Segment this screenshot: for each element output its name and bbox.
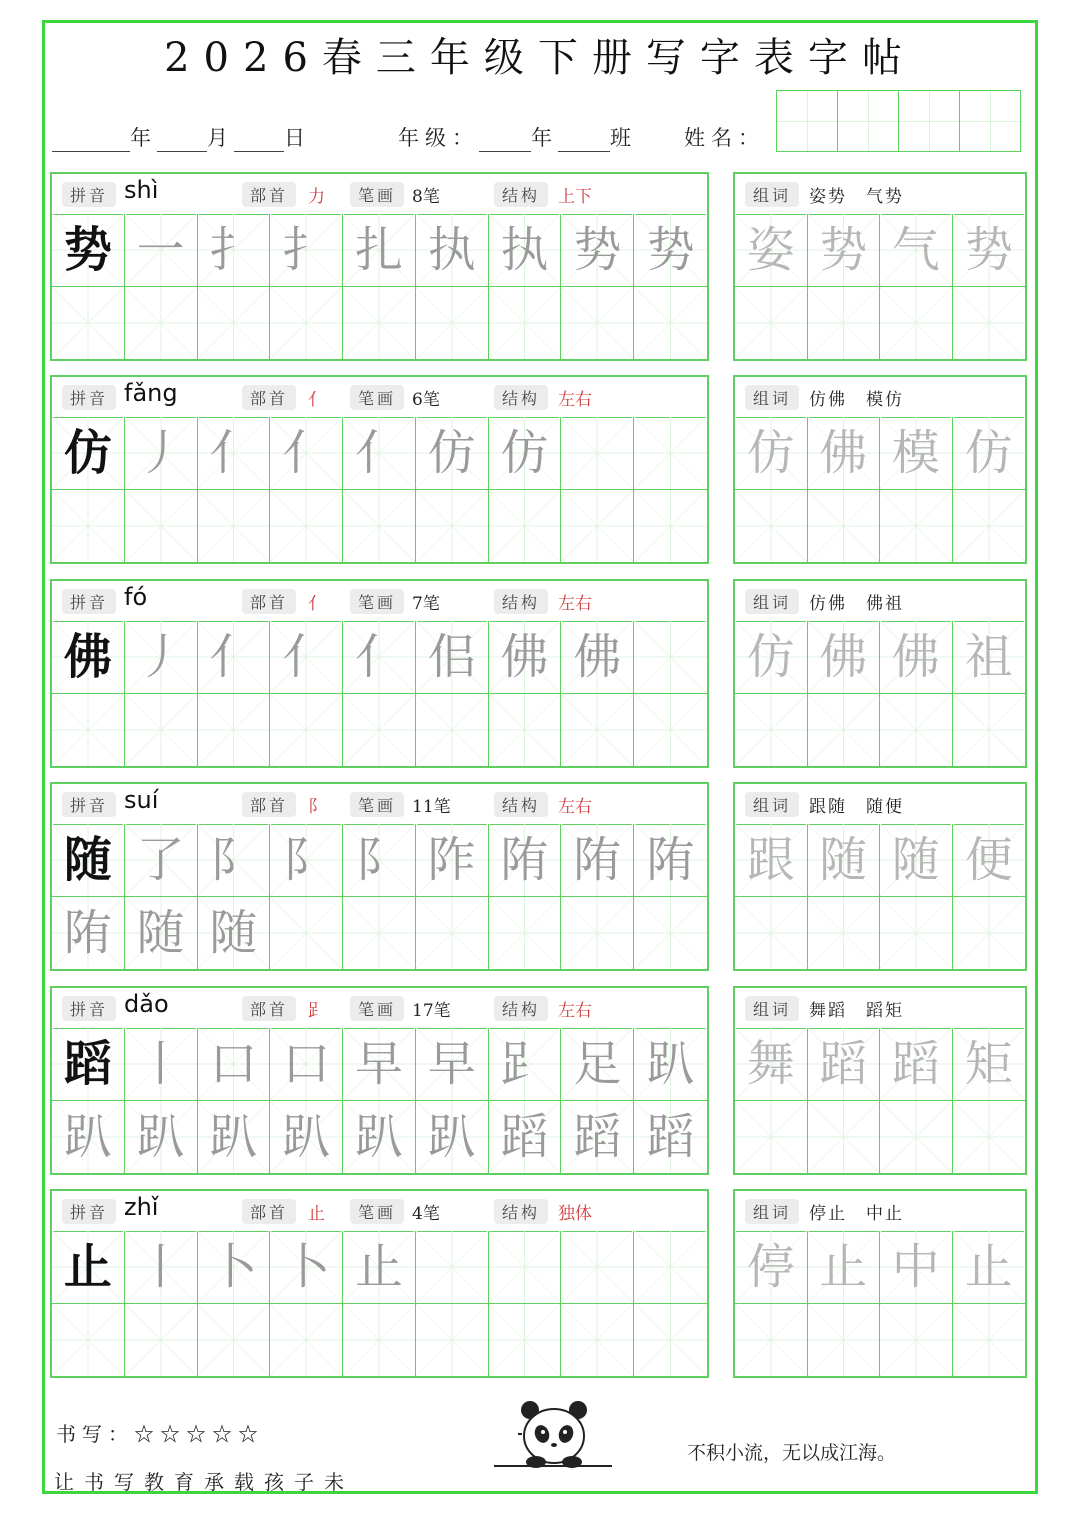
- practice-cell[interactable]: [125, 694, 198, 767]
- practice-cell[interactable]: 蹈: [561, 1101, 634, 1174]
- practice-cell[interactable]: [634, 490, 707, 563]
- stroke-step-cell[interactable]: 仿: [416, 417, 489, 490]
- words-tag: 组词: [745, 385, 799, 410]
- stroke-step-cell[interactable]: 口: [198, 1028, 271, 1101]
- stroke-step-cell[interactable]: 亻: [343, 417, 416, 490]
- word-trace-cell[interactable]: 随: [808, 824, 881, 897]
- word-grid: [735, 214, 1025, 359]
- structure-tag: 结构: [494, 385, 548, 410]
- pinyin-tag: 拼音: [62, 589, 116, 614]
- char-info-bar: [52, 581, 707, 622]
- stroke-step-cell[interactable]: 陏: [634, 824, 707, 897]
- words-value: 跟随 随便: [809, 797, 904, 817]
- practice-cell[interactable]: [416, 490, 489, 563]
- words-info-bar: [735, 988, 1025, 1029]
- word-trace-cell[interactable]: 仿: [953, 417, 1026, 490]
- stroke-step-cell[interactable]: 佛: [489, 621, 562, 694]
- practice-cell[interactable]: [198, 490, 271, 563]
- practice-cell[interactable]: [52, 694, 125, 767]
- word-practice-cell[interactable]: [735, 287, 808, 360]
- words-info-bar: [735, 581, 1025, 622]
- strokes-tag: 笔画: [350, 182, 404, 207]
- strokes-value: 6笔: [412, 390, 440, 410]
- practice-cell[interactable]: 趴: [270, 1101, 343, 1174]
- word-trace-cell[interactable]: 中: [880, 1231, 953, 1304]
- practice-cell[interactable]: [634, 897, 707, 970]
- stroke-step-cell[interactable]: 足: [561, 1028, 634, 1101]
- stroke-step-cell[interactable]: 卜: [198, 1231, 271, 1304]
- pinyin-value: zhǐ: [124, 1193, 159, 1221]
- practice-cell[interactable]: [489, 694, 562, 767]
- char-info-bar: [52, 1191, 707, 1232]
- word-grid: [735, 824, 1025, 969]
- char-info-bar: [52, 377, 707, 418]
- name-box[interactable]: [837, 90, 899, 152]
- words-value: 仿佛 模仿: [809, 390, 904, 410]
- radical-tag: 部首: [242, 1199, 296, 1224]
- word-trace-cell[interactable]: 势: [808, 214, 881, 287]
- strokes-tag: 笔画: [350, 996, 404, 1021]
- practice-cell[interactable]: [198, 694, 271, 767]
- words-value: 停止 中止: [809, 1204, 904, 1224]
- radical-value: 止: [308, 1204, 325, 1224]
- word-practice-cell[interactable]: [880, 897, 953, 970]
- word-practice-cell[interactable]: [953, 694, 1026, 767]
- main-char: 止: [52, 1231, 125, 1304]
- pinyin-value: dǎo: [124, 990, 169, 1018]
- word-grid: [735, 621, 1025, 766]
- words-tag: 组词: [745, 182, 799, 207]
- structure-value: 独体: [558, 1204, 592, 1224]
- word-trace-cell[interactable]: 姿: [735, 214, 808, 287]
- char-info-bar: [52, 784, 707, 825]
- words-info-bar: [735, 784, 1025, 825]
- radical-value: 𧾷: [308, 1001, 325, 1021]
- word-practice-cell[interactable]: [808, 1101, 881, 1174]
- word-practice-cell[interactable]: [880, 694, 953, 767]
- words-tag: 组词: [745, 792, 799, 817]
- practice-cell[interactable]: [561, 287, 634, 360]
- main-char: 随: [52, 824, 125, 897]
- practice-grid: [52, 621, 707, 766]
- practice-grid: [52, 1231, 707, 1376]
- words-info-bar: [735, 174, 1025, 215]
- practice-cell[interactable]: [634, 1304, 707, 1377]
- strokes-tag: 笔画: [350, 792, 404, 817]
- practice-grid: [52, 824, 707, 969]
- day-blank[interactable]: [234, 133, 284, 152]
- word-practice-block: [733, 782, 1027, 971]
- structure-value: 左右: [558, 1001, 592, 1021]
- stroke-step-cell[interactable]: [634, 417, 707, 490]
- practice-grid: [52, 214, 707, 359]
- practice-cell[interactable]: [489, 287, 562, 360]
- grade-field: 年级： 年 班: [398, 126, 637, 150]
- word-trace-cell[interactable]: 佛: [880, 621, 953, 694]
- main-char: 势: [52, 214, 125, 287]
- pinyin-tag: 拼音: [62, 182, 116, 207]
- stroke-step-cell[interactable]: 陏: [489, 824, 562, 897]
- stroke-step-cell[interactable]: 执: [416, 214, 489, 287]
- word-practice-cell[interactable]: [735, 897, 808, 970]
- practice-cell[interactable]: [270, 694, 343, 767]
- word-trace-cell[interactable]: 气: [880, 214, 953, 287]
- stroke-step-cell[interactable]: 陏: [561, 824, 634, 897]
- stroke-step-cell[interactable]: 止: [343, 1231, 416, 1304]
- stroke-step-cell[interactable]: 亻: [270, 417, 343, 490]
- radical-value: 亻: [308, 390, 325, 410]
- word-practice-cell[interactable]: [808, 897, 881, 970]
- pinyin-value: shì: [124, 176, 159, 204]
- stroke-step-cell[interactable]: [489, 1231, 562, 1304]
- strokes-value: 17笔: [412, 1001, 451, 1021]
- radical-tag: 部首: [242, 792, 296, 817]
- practice-cell[interactable]: 趴: [343, 1101, 416, 1174]
- stroke-step-cell[interactable]: [634, 621, 707, 694]
- page-title: 2026春三年级下册写字表字帖: [164, 35, 916, 81]
- strokes-value: 4笔: [412, 1204, 440, 1224]
- practice-cell[interactable]: [489, 897, 562, 970]
- stroke-step-cell[interactable]: [561, 1231, 634, 1304]
- char-info-bar: [52, 174, 707, 215]
- practice-cell[interactable]: 趴: [125, 1101, 198, 1174]
- stroke-step-cell[interactable]: 仿: [489, 417, 562, 490]
- stroke-step-cell[interactable]: 亻: [198, 417, 271, 490]
- word-trace-cell[interactable]: 蹈: [880, 1028, 953, 1101]
- pinyin-tag: 拼音: [62, 996, 116, 1021]
- main-char: 蹈: [52, 1028, 125, 1101]
- practice-cell[interactable]: [416, 287, 489, 360]
- practice-cell[interactable]: [634, 694, 707, 767]
- practice-cell[interactable]: 趴: [198, 1101, 271, 1174]
- stroke-step-cell[interactable]: 阝: [198, 824, 271, 897]
- word-trace-cell[interactable]: 仿: [735, 621, 808, 694]
- stroke-step-cell[interactable]: 扌: [198, 214, 271, 287]
- word-trace-cell[interactable]: 跟: [735, 824, 808, 897]
- practice-cell[interactable]: [343, 490, 416, 563]
- structure-tag: 结构: [494, 1199, 548, 1224]
- stroke-step-cell[interactable]: 执: [489, 214, 562, 287]
- word-trace-cell[interactable]: 势: [953, 214, 1026, 287]
- month-blank[interactable]: [157, 133, 207, 152]
- practice-cell[interactable]: [343, 287, 416, 360]
- stroke-step-cell[interactable]: 丨: [125, 1231, 198, 1304]
- practice-cell[interactable]: [270, 490, 343, 563]
- rating-label: 书写：☆☆☆☆☆: [56, 1422, 264, 1446]
- stroke-step-cell[interactable]: 卜: [270, 1231, 343, 1304]
- practice-cell[interactable]: [416, 1304, 489, 1377]
- practice-cell[interactable]: [416, 897, 489, 970]
- word-trace-cell[interactable]: 佛: [808, 417, 881, 490]
- practice-cell[interactable]: 陏: [52, 897, 125, 970]
- stroke-step-cell[interactable]: 扎: [343, 214, 416, 287]
- word-trace-cell[interactable]: 随: [880, 824, 953, 897]
- word-practice-block: [733, 172, 1027, 361]
- structure-value: 左右: [558, 594, 592, 614]
- structure-tag: 结构: [494, 182, 548, 207]
- char-practice-block: [50, 375, 709, 564]
- word-practice-cell[interactable]: [880, 490, 953, 563]
- practice-cell[interactable]: [489, 490, 562, 563]
- practice-cell[interactable]: [198, 287, 271, 360]
- practice-cell[interactable]: [52, 1304, 125, 1377]
- word-practice-cell[interactable]: [953, 897, 1026, 970]
- stroke-step-cell[interactable]: 亻: [270, 621, 343, 694]
- structure-tag: 结构: [494, 589, 548, 614]
- stroke-step-cell[interactable]: 丨: [125, 1028, 198, 1101]
- word-practice-cell[interactable]: [735, 490, 808, 563]
- practice-cell[interactable]: [125, 1304, 198, 1377]
- stroke-step-cell[interactable]: 阼: [416, 824, 489, 897]
- practice-cell[interactable]: [343, 897, 416, 970]
- practice-cell[interactable]: [343, 694, 416, 767]
- word-grid: [735, 1028, 1025, 1173]
- pinyin-tag: 拼音: [62, 385, 116, 410]
- char-info-bar: [52, 988, 707, 1029]
- word-trace-cell[interactable]: 佛: [808, 621, 881, 694]
- practice-cell[interactable]: [125, 287, 198, 360]
- pinyin-tag: 拼音: [62, 792, 116, 817]
- radical-value: 力: [308, 187, 325, 207]
- word-practice-cell[interactable]: [808, 287, 881, 360]
- word-practice-cell[interactable]: [735, 694, 808, 767]
- pinyin-value: fǎng: [124, 379, 178, 407]
- practice-cell[interactable]: 趴: [416, 1101, 489, 1174]
- practice-cell[interactable]: 随: [125, 897, 198, 970]
- stroke-step-cell[interactable]: 早: [416, 1028, 489, 1101]
- word-practice-cell[interactable]: [953, 1101, 1026, 1174]
- word-practice-cell[interactable]: [880, 1101, 953, 1174]
- name-box[interactable]: [898, 90, 960, 152]
- stroke-step-cell[interactable]: 𧾷: [489, 1028, 562, 1101]
- word-practice-cell[interactable]: [880, 287, 953, 360]
- radical-tag: 部首: [242, 589, 296, 614]
- name-label: 姓名：: [684, 126, 765, 150]
- strokes-value: 7笔: [412, 594, 440, 614]
- words-info-bar: [735, 1191, 1025, 1232]
- structure-tag: 结构: [494, 996, 548, 1021]
- words-tag: 组词: [745, 1199, 799, 1224]
- words-value: 姿势 气势: [809, 187, 904, 207]
- word-trace-cell[interactable]: 止: [953, 1231, 1026, 1304]
- pinyin-value: fó: [124, 583, 148, 611]
- char-practice-block: [50, 1189, 709, 1378]
- char-practice-block: [50, 172, 709, 361]
- stroke-step-cell[interactable]: 势: [634, 214, 707, 287]
- stroke-step-cell[interactable]: 佀: [416, 621, 489, 694]
- practice-cell[interactable]: [270, 897, 343, 970]
- word-practice-block: [733, 375, 1027, 564]
- radical-tag: 部首: [242, 996, 296, 1021]
- practice-cell[interactable]: [416, 694, 489, 767]
- word-practice-cell[interactable]: [808, 1304, 881, 1377]
- word-trace-cell[interactable]: 舞: [735, 1028, 808, 1101]
- word-practice-block: [733, 579, 1027, 768]
- word-practice-cell[interactable]: [880, 1304, 953, 1377]
- practice-grid: [52, 417, 707, 562]
- practice-cell[interactable]: 蹈: [489, 1101, 562, 1174]
- word-practice-block: [733, 1189, 1027, 1378]
- structure-value: 左右: [558, 390, 592, 410]
- panda-icon: [492, 1398, 616, 1474]
- word-trace-cell[interactable]: 祖: [953, 621, 1026, 694]
- stroke-step-cell[interactable]: [561, 417, 634, 490]
- word-practice-cell[interactable]: [808, 694, 881, 767]
- pinyin-value: suí: [124, 786, 159, 814]
- radical-tag: 部首: [242, 385, 296, 410]
- practice-cell[interactable]: [561, 1304, 634, 1377]
- word-practice-cell[interactable]: [735, 1304, 808, 1377]
- stroke-step-cell[interactable]: 扌: [270, 214, 343, 287]
- word-practice-cell[interactable]: [953, 287, 1026, 360]
- practice-cell[interactable]: 蹈: [634, 1101, 707, 1174]
- date-field: 年 月 日: [52, 122, 305, 152]
- word-practice-cell[interactable]: [808, 490, 881, 563]
- practice-cell[interactable]: [198, 1304, 271, 1377]
- stroke-step-cell[interactable]: 趴: [634, 1028, 707, 1101]
- stroke-step-cell[interactable]: 势: [561, 214, 634, 287]
- practice-cell[interactable]: [634, 287, 707, 360]
- word-practice-cell[interactable]: [953, 1304, 1026, 1377]
- char-practice-block: [50, 579, 709, 768]
- word-trace-cell[interactable]: 蹈: [808, 1028, 881, 1101]
- practice-cell[interactable]: [489, 1304, 562, 1377]
- practice-cell[interactable]: [52, 490, 125, 563]
- word-practice-block: [733, 986, 1027, 1175]
- word-trace-cell[interactable]: 便: [953, 824, 1026, 897]
- stroke-step-cell[interactable]: 阝: [343, 824, 416, 897]
- strokes-tag: 笔画: [350, 385, 404, 410]
- radical-tag: 部首: [242, 182, 296, 207]
- class-blank[interactable]: [558, 133, 610, 152]
- word-trace-cell[interactable]: 停: [735, 1231, 808, 1304]
- main-char: 仿: [52, 417, 125, 490]
- structure-value: 左右: [558, 797, 592, 817]
- words-value: 仿佛 佛祖: [809, 594, 904, 614]
- words-tag: 组词: [745, 996, 799, 1021]
- strokes-tag: 笔画: [350, 1199, 404, 1224]
- stroke-step-cell[interactable]: [416, 1231, 489, 1304]
- strokes-tag: 笔画: [350, 589, 404, 614]
- stroke-step-cell[interactable]: 阝: [270, 824, 343, 897]
- strokes-value: 11笔: [412, 797, 451, 817]
- word-trace-cell[interactable]: 仿: [735, 417, 808, 490]
- stroke-step-cell[interactable]: 亻: [343, 621, 416, 694]
- practice-grid: [52, 1028, 707, 1173]
- practice-cell[interactable]: [561, 490, 634, 563]
- slogan: 让书写教育承载孩子未: [54, 1470, 354, 1494]
- word-trace-cell[interactable]: 矩: [953, 1028, 1026, 1101]
- word-practice-cell[interactable]: [953, 490, 1026, 563]
- year-blank[interactable]: [52, 133, 130, 152]
- char-practice-block: [50, 782, 709, 971]
- char-practice-block: [50, 986, 709, 1175]
- words-value: 舞蹈 蹈矩: [809, 1001, 904, 1021]
- practice-cell[interactable]: 随: [198, 897, 271, 970]
- practice-cell[interactable]: [52, 287, 125, 360]
- grade-year-blank[interactable]: [479, 133, 531, 152]
- name-box[interactable]: [959, 90, 1021, 152]
- words-tag: 组词: [745, 589, 799, 614]
- stroke-step-cell[interactable]: 丿: [125, 621, 198, 694]
- stroke-step-cell[interactable]: 口: [270, 1028, 343, 1101]
- word-grid: [735, 417, 1025, 562]
- practice-cell[interactable]: [561, 694, 634, 767]
- words-info-bar: [735, 377, 1025, 418]
- word-practice-cell[interactable]: [735, 1101, 808, 1174]
- stroke-step-cell[interactable]: 丿: [125, 417, 198, 490]
- radical-value: 亻: [308, 594, 325, 614]
- word-grid: [735, 1231, 1025, 1376]
- main-char: 佛: [52, 621, 125, 694]
- name-boxes: [776, 90, 1020, 152]
- stroke-step-cell[interactable]: 亻: [198, 621, 271, 694]
- name-box[interactable]: [776, 90, 838, 152]
- structure-tag: 结构: [494, 792, 548, 817]
- practice-cell[interactable]: [125, 490, 198, 563]
- stroke-step-cell[interactable]: 一: [125, 214, 198, 287]
- practice-cell[interactable]: [270, 1304, 343, 1377]
- pinyin-tag: 拼音: [62, 1199, 116, 1224]
- structure-value: 上下: [558, 187, 592, 207]
- stroke-step-cell[interactable]: [634, 1231, 707, 1304]
- word-trace-cell[interactable]: 模: [880, 417, 953, 490]
- radical-value: 阝: [308, 797, 325, 817]
- motto: 不积小流，无以成江海。: [687, 1442, 897, 1464]
- stroke-step-cell[interactable]: 早: [343, 1028, 416, 1101]
- practice-cell[interactable]: [343, 1304, 416, 1377]
- practice-cell[interactable]: 趴: [52, 1101, 125, 1174]
- stroke-step-cell[interactable]: 佛: [561, 621, 634, 694]
- strokes-value: 8笔: [412, 187, 440, 207]
- stroke-step-cell[interactable]: 了: [125, 824, 198, 897]
- practice-cell[interactable]: [561, 897, 634, 970]
- word-trace-cell[interactable]: 止: [808, 1231, 881, 1304]
- practice-cell[interactable]: [270, 287, 343, 360]
